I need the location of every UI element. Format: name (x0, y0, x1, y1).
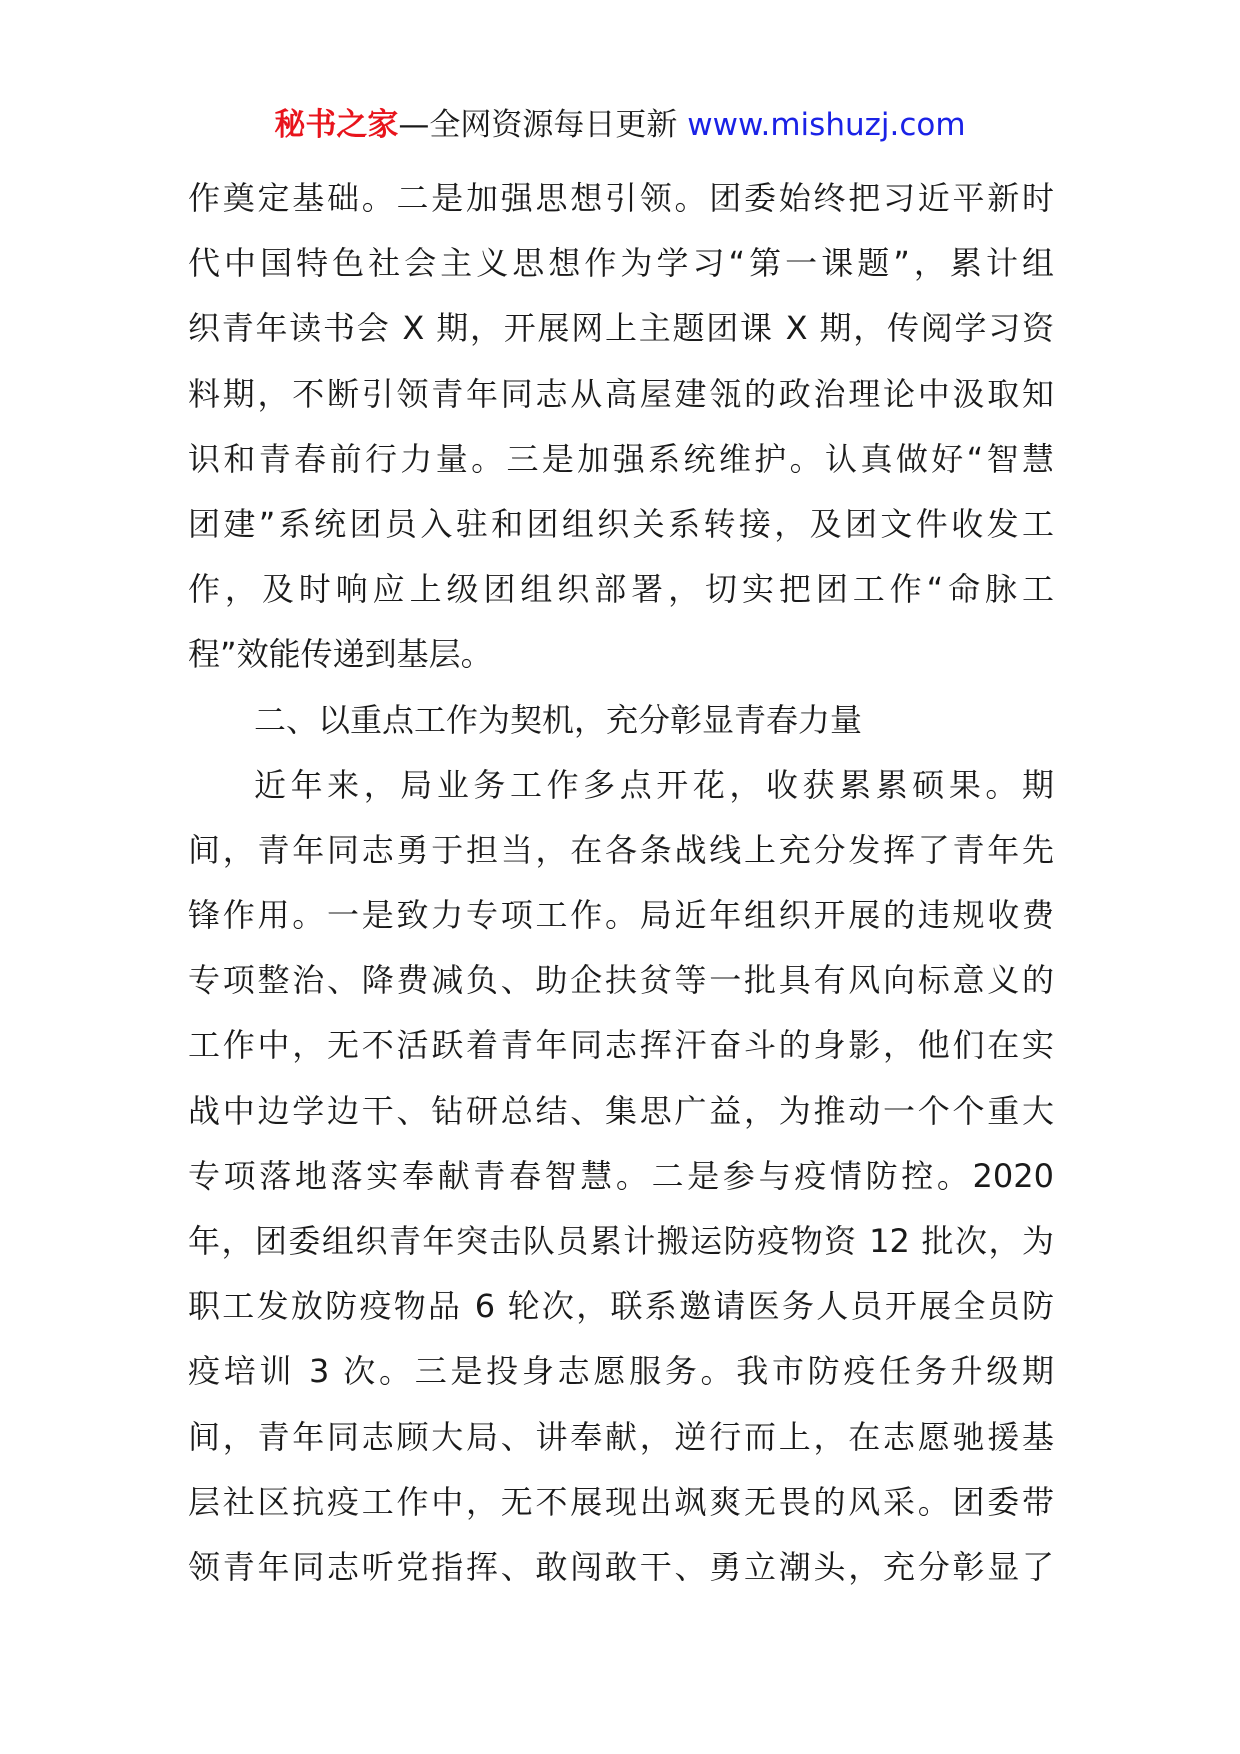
page-header (0, 103, 1240, 147)
text-line: 间，青年同志勇于担当，在各条战线上充分发挥了青年先 (188, 830, 1054, 869)
text-line: 近年来，局业务工作多点开花，收获累累硕果。期 (254, 765, 1054, 804)
text-line: 专项整治、降费减负、助企扶贫等一批具有风向标意义的 (188, 961, 1054, 1000)
body-text (188, 166, 1054, 1600)
site-url-link[interactable]: www.mishuzj.com (687, 107, 966, 143)
text-line: 疫培训 3 次。三是投身志愿服务。我市防疫任务升级期 (188, 1352, 1054, 1391)
text-line: 作，及时响应上级团组织部署，切实把团工作“命脉工 (188, 570, 1054, 609)
text-line: 代中国特色社会主义思想作为学习“第一课题”，累计组 (188, 244, 1054, 283)
text-line: 间，青年同志顾大局、讲奉献，逆行而上，在志愿驰援基 (188, 1417, 1054, 1456)
text-line: 年，团委组织青年突击队员累计搬运防疫物资 12 批次，为 (188, 1222, 1054, 1260)
text-line: 团建”系统团员入驻和团组织关系转接，及团文件收发工 (188, 504, 1054, 543)
text-line: 战中边学边干、钻研总结、集思广益，为推动一个个重大 (188, 1091, 1054, 1130)
text-line: 层社区抗疫工作中，无不展现出飒爽无畏的风采。团委带 (188, 1482, 1054, 1521)
text-line: 领青年同志听党指挥、敢闯敢干、勇立潮头，充分彰显了 (188, 1547, 1054, 1586)
text-line: 织青年读书会 X 期，开展网上主题团课 X 期，传阅学习资 (188, 309, 1054, 348)
text-line: 工作中，无不活跃着青年同志挥汗奋斗的身影，他们在实 (188, 1026, 1054, 1065)
brand-name: 秘书之家 (274, 107, 399, 143)
text-line: 锋作用。一是致力专项工作。局近年组织开展的违规收费 (188, 896, 1054, 935)
text-line: 专项落地落实奉献青春智慧。二是参与疫情防控。2020 (188, 1156, 1054, 1195)
header-slogan: —全网资源每日更新 (398, 107, 688, 143)
text-line: 程”效能传递到基层。 (188, 635, 493, 674)
text-line: 识和青春前行力量。三是加强系统维护。认真做好“智慧 (188, 439, 1054, 478)
text-line: 职工发放防疫物品 6 轮次，联系邀请医务人员开展全员防 (188, 1287, 1054, 1326)
section-heading: 二、以重点工作为契机，充分彰显青春力量 (254, 700, 863, 739)
text-line: 作奠定基础。二是加强思想引领。团委始终把习近平新时 (188, 179, 1054, 217)
text-line: 料期，不断引领青年同志从高屋建瓴的政治理论中汲取知 (188, 374, 1054, 413)
